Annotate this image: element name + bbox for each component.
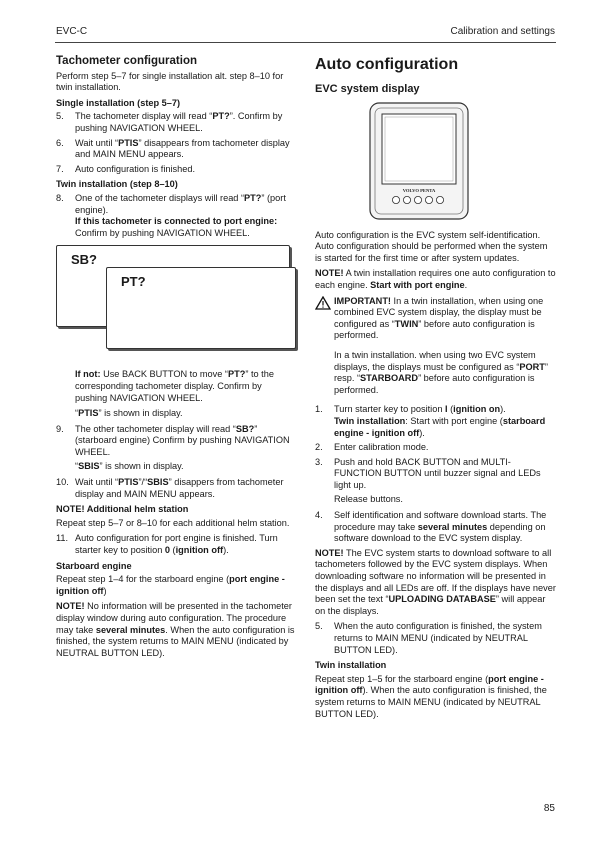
note-no-info-text: NOTE! No information will be presented in the tachometer display window during auto configuration. The procedure may take several minutes. When the auto configuration is finished, the system returns to MAIN MENU (indicated by NEUTRAL BUTTON LED). bbox=[56, 601, 295, 658]
note-download-text: NOTE! The EVC system starts to download software to all tachometers followed by the EVC system displays. When downloading software no information will be presented in the displays and all LEDs are off. If the displays have never been set the text “UPLOADING DATABASE” will appear on the displays. bbox=[315, 547, 556, 616]
step-7: 7. Auto configuration is finished. bbox=[56, 163, 196, 174]
twin-installation-text: Repeat step 1–5 for the starboard engine (port engine - ignition off). When the auto configuration is finished, the system returns to MAIN MENU (indicated by NEUTRAL BUTTON LED). bbox=[315, 673, 547, 719]
step-9: 9. The other tachometer display will read “SB?” (starboard engine) Confirm by pushing NAVIGATION WHEEL. bbox=[56, 423, 290, 457]
section-title-auto-config: Auto configuration bbox=[315, 56, 459, 73]
auto-step-5: 5. When the auto configuration is finished, the system returns to MAIN MENU (indicated by NEUTRAL BUTTON LED). bbox=[315, 621, 542, 655]
left-column bbox=[56, 56, 296, 663]
important-block: IMPORTANT! In a twin installation, when using one combined EVC system display, the display must be configured as “TWIN” before auto configuration is performed. bbox=[315, 296, 556, 342]
running-header-right: Calibration and settings bbox=[450, 26, 555, 37]
page-number: 85 bbox=[543, 803, 555, 814]
evc-display-subtitle: EVC system display bbox=[315, 83, 420, 95]
step-8: 8. One of the tachometer displays will read “PT?” (port engine). If this tachometer is connected to port engine: Confirm by pushing NAVIGATION WHEEL. bbox=[56, 192, 286, 238]
right-column bbox=[315, 56, 556, 724]
sbis-shown-text: “SBIS” is shown in display. bbox=[75, 461, 184, 472]
pt-label: PT? bbox=[121, 274, 146, 290]
section-title-tachometer: Tachometer configuration bbox=[56, 55, 197, 67]
warning-triangle-icon bbox=[315, 296, 334, 342]
twin-install-heading: Twin installation (step 8–10) bbox=[56, 179, 178, 190]
auto-step-3: 3. Push and hold BACK BUTTON and MULTI-FUNCTION BUTTON until buzzer signal and LEDs light up. bbox=[315, 456, 541, 490]
step-10: 10. Wait until “PTIS”/“SBIS” disappers from tachometer display and MAIN MENU appears. bbox=[56, 477, 284, 499]
starboard-heading: Starboard engine bbox=[56, 560, 132, 571]
step-11: 11. Auto configuration for port engine is finished. Turn starter key to position 0 (ignition off). bbox=[56, 533, 278, 556]
evc-display-icon bbox=[369, 102, 469, 220]
twin-installation-heading: Twin installation bbox=[315, 660, 387, 671]
note-helm-text: Repeat step 5–7 or 8–10 for each additional helm station. bbox=[56, 517, 290, 528]
port-display-box bbox=[106, 267, 296, 349]
ptis-shown-text: “PTIS” is shown in display. bbox=[75, 408, 183, 419]
auto-step-2: 2. Enter calibration mode. bbox=[315, 442, 429, 453]
auto-step-1: 1. Turn starter key to position I (ignition on). Twin installation: Start with port engine (starboard engine - ignition off). bbox=[315, 404, 546, 438]
single-install-heading: Single installation (step 5–7) bbox=[56, 97, 181, 108]
header-rule bbox=[55, 42, 556, 43]
note-helm-heading: NOTE! Additional helm station bbox=[56, 504, 189, 515]
running-header-left: EVC-C bbox=[56, 26, 88, 37]
starboard-text: Repeat step 1–4 for the starboard engine (port engine - ignition off) bbox=[56, 574, 285, 596]
step-6: 6. Wait until “PTIS” disappears from tachometer display and MAIN MENU appears. bbox=[56, 137, 290, 160]
auto-config-intro: Auto configuration is the EVC system self-identification. Auto configuration should be performed when the system is started for the first time or after system updates. bbox=[315, 229, 548, 263]
auto-step-4: 4. Self identification and software download starts. The procedure may take several minutes depending on software download to the EVC system display. bbox=[315, 510, 547, 544]
important-two-displays-text: In a twin installation. when using two EVC system displays, the displays must be configured as “PORT” resp. “STARBOARD” before auto configuration is performed. bbox=[334, 349, 548, 395]
release-buttons-text: Release buttons. bbox=[334, 494, 403, 505]
tachometer-displays-figure bbox=[56, 245, 297, 355]
sb-label: SB? bbox=[71, 252, 97, 268]
step-5: 5. The tachometer display will read “PT?”. Confirm by pushing NAVIGATION WHEEL. bbox=[56, 111, 283, 133]
if-not-text: If not: Use BACK BUTTON to move “PT?” to the corresponding tachometer display. Confirm by pushing NAVIGATION WHEEL. bbox=[75, 369, 274, 403]
intro-text: Perform step 5–7 for single installation alt. step 8–10 for twin installation. bbox=[56, 70, 284, 93]
evc-display-illustration bbox=[369, 102, 469, 220]
volvo-penta-logo: VOLVO PENTA bbox=[402, 187, 436, 193]
note-twin-text: NOTE! A twin installation requires one auto configuration to each engine. Start with port engine. bbox=[315, 268, 556, 290]
